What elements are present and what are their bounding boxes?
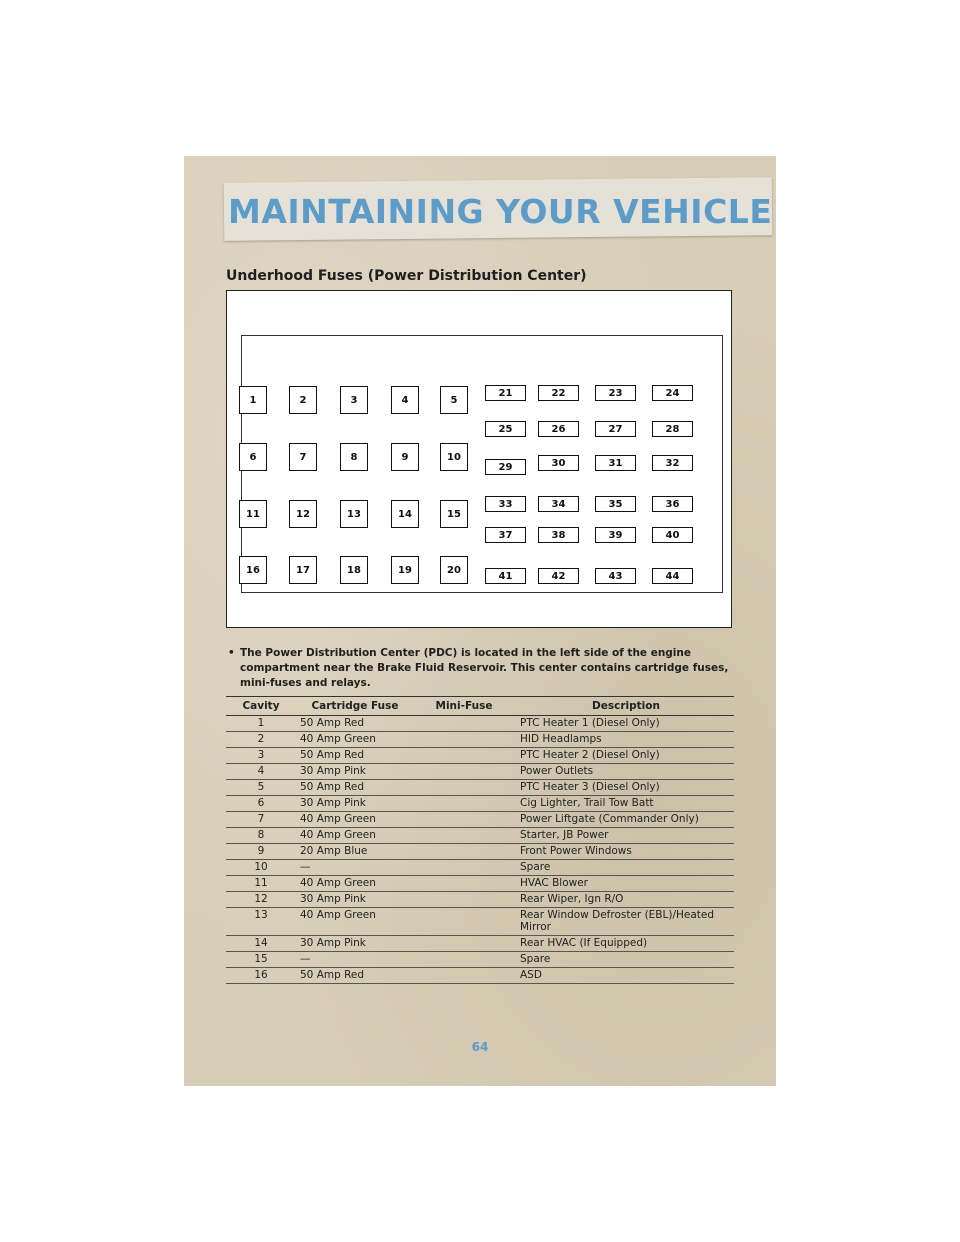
cartridge-fuse-cell: — [296, 952, 412, 968]
fuse-cavity-20: 20 [440, 556, 468, 584]
cartridge-fuse-cell: 50 Amp Red [296, 716, 412, 732]
mini-fuse-cavity-37: 37 [485, 527, 526, 543]
description-cell: PTC Heater 1 (Diesel Only) [516, 716, 734, 732]
mini-fuse-cavity-43: 43 [595, 568, 636, 584]
mini-fuse-cavity-28: 28 [652, 421, 693, 437]
mini-fuse-cavity-32: 32 [652, 455, 693, 471]
cartridge-fuse-cell: 30 Amp Pink [296, 764, 412, 780]
mini-fuse-cell [412, 764, 516, 780]
mini-fuse-cavity-30: 30 [538, 455, 579, 471]
cavity-cell: 7 [226, 812, 296, 828]
mini-fuse-cell [412, 952, 516, 968]
description-cell: Rear Window Defroster (EBL)/Heated Mirror [516, 908, 734, 936]
description-cell: Starter, JB Power [516, 828, 734, 844]
table-row [226, 748, 734, 764]
description-cell: Cig Lighter, Trail Tow Batt [516, 796, 734, 812]
mini-fuse-cell [412, 796, 516, 812]
fuse-cavity-15: 15 [440, 500, 468, 528]
table-row [226, 716, 734, 732]
mini-fuse-cell [412, 968, 516, 984]
description-cell: Front Power Windows [516, 844, 734, 860]
cavity-cell: 8 [226, 828, 296, 844]
mini-fuse-cavity-26: 26 [538, 421, 579, 437]
mini-fuse-cavity-41: 41 [485, 568, 526, 584]
header-description: Description [516, 697, 734, 716]
description-cell: Power Liftgate (Commander Only) [516, 812, 734, 828]
header-mini-fuse: Mini-Fuse [412, 697, 516, 716]
fuse-cavity-11: 11 [239, 500, 267, 528]
fuse-table-body [226, 716, 734, 984]
cartridge-fuse-cell: 30 Amp Pink [296, 892, 412, 908]
cavity-cell: 1 [226, 716, 296, 732]
table-row [226, 732, 734, 748]
cartridge-fuse-cell: 40 Amp Green [296, 876, 412, 892]
fuse-cavity-7: 7 [289, 443, 317, 471]
table-row [226, 876, 734, 892]
page-title: Underhood Fuses (Power Distribution Center) [226, 268, 587, 284]
mini-fuse-cell [412, 860, 516, 876]
cavity-cell: 11 [226, 876, 296, 892]
description-cell: Power Outlets [516, 764, 734, 780]
manual-page [184, 156, 776, 1086]
fuse-cavity-8: 8 [340, 443, 368, 471]
mini-fuse-cavity-42: 42 [538, 568, 579, 584]
fuse-cavity-3: 3 [340, 386, 368, 414]
cartridge-fuse-cell: 30 Amp Pink [296, 936, 412, 952]
cartridge-fuse-cell: 20 Amp Blue [296, 844, 412, 860]
cavity-cell: 4 [226, 764, 296, 780]
fuse-cavity-9: 9 [391, 443, 419, 471]
cartridge-fuse-cell: 40 Amp Green [296, 732, 412, 748]
mini-fuse-cell [412, 828, 516, 844]
fuse-cavity-2: 2 [289, 386, 317, 414]
description-cell: Spare [516, 860, 734, 876]
mini-fuse-cavity-44: 44 [652, 568, 693, 584]
cavity-cell: 3 [226, 748, 296, 764]
cartridge-fuse-cell: 50 Amp Red [296, 780, 412, 796]
cavity-cell: 13 [226, 908, 296, 936]
bullet-dot: • [228, 647, 235, 659]
description-cell: PTC Heater 3 (Diesel Only) [516, 780, 734, 796]
fuse-cavity-16: 16 [239, 556, 267, 584]
mini-fuse-cavity-25: 25 [485, 421, 526, 437]
pdc-location-text: The Power Distribution Center (PDC) is located in the left side of the engine compartment near the Brake Fluid Reservoir. This center contains cartridge fuses, mini-fuses and relays. [240, 647, 729, 689]
cavity-cell: 6 [226, 796, 296, 812]
mini-fuse-cell [412, 876, 516, 892]
cavity-cell: 12 [226, 892, 296, 908]
fuse-cavity-13: 13 [340, 500, 368, 528]
table-row [226, 812, 734, 828]
cavity-cell: 15 [226, 952, 296, 968]
mini-fuse-cell [412, 844, 516, 860]
cartridge-fuse-cell: 50 Amp Red [296, 968, 412, 984]
mini-fuse-cavity-27: 27 [595, 421, 636, 437]
mini-fuse-cell [412, 716, 516, 732]
fuse-cavity-1: 1 [239, 386, 267, 414]
mini-fuse-cavity-24: 24 [652, 385, 693, 401]
description-cell: PTC Heater 2 (Diesel Only) [516, 748, 734, 764]
cartridge-fuse-cell: 30 Amp Pink [296, 796, 412, 812]
table-row [226, 828, 734, 844]
table-row [226, 860, 734, 876]
table-row [226, 844, 734, 860]
fuse-table-header [226, 697, 734, 716]
fuse-cavity-14: 14 [391, 500, 419, 528]
description-cell: HID Headlamps [516, 732, 734, 748]
cartridge-fuse-cell: 50 Amp Red [296, 748, 412, 764]
mini-fuse-cell [412, 812, 516, 828]
section-title: MAINTAINING YOUR VEHICLE [228, 192, 773, 231]
mini-fuse-cell [412, 748, 516, 764]
mini-fuse-cavity-39: 39 [595, 527, 636, 543]
page-number: 64 [471, 1040, 489, 1054]
fuse-diagram [226, 290, 732, 628]
mini-fuse-cell [412, 780, 516, 796]
mini-fuse-cavity-29: 29 [485, 459, 526, 475]
cartridge-fuse-cell: — [296, 860, 412, 876]
cartridge-fuse-cell: 40 Amp Green [296, 828, 412, 844]
cavity-cell: 10 [226, 860, 296, 876]
table-row [226, 780, 734, 796]
mini-fuse-cell [412, 892, 516, 908]
fuse-cavity-5: 5 [440, 386, 468, 414]
pdc-location-note [226, 646, 736, 691]
description-cell: Rear Wiper, Ign R/O [516, 892, 734, 908]
cavity-cell: 9 [226, 844, 296, 860]
cartridge-fuse-cell: 40 Amp Green [296, 812, 412, 828]
mini-fuse-cavity-23: 23 [595, 385, 636, 401]
fuse-cavity-6: 6 [239, 443, 267, 471]
header-cartridge-fuse: Cartridge Fuse [296, 697, 412, 716]
mini-fuse-cavity-21: 21 [485, 385, 526, 401]
table-row [226, 764, 734, 780]
description-cell: ASD [516, 968, 734, 984]
mini-fuse-cavity-33: 33 [485, 496, 526, 512]
header-cavity: Cavity [226, 697, 296, 716]
table-row [226, 952, 734, 968]
mini-fuse-cell [412, 936, 516, 952]
table-row [226, 936, 734, 952]
table-row [226, 968, 734, 984]
cavity-cell: 2 [226, 732, 296, 748]
fuse-table [226, 696, 734, 984]
mini-fuse-cell [412, 908, 516, 936]
mini-fuse-cavity-40: 40 [652, 527, 693, 543]
cavity-cell: 14 [226, 936, 296, 952]
mini-fuse-cavity-22: 22 [538, 385, 579, 401]
description-cell: Spare [516, 952, 734, 968]
mini-fuse-cavity-34: 34 [538, 496, 579, 512]
cavity-cell: 5 [226, 780, 296, 796]
fuse-cavity-17: 17 [289, 556, 317, 584]
fuse-cavity-12: 12 [289, 500, 317, 528]
mini-fuse-cell [412, 732, 516, 748]
cavity-cell: 16 [226, 968, 296, 984]
fuse-cavity-4: 4 [391, 386, 419, 414]
fuse-cavity-10: 10 [440, 443, 468, 471]
fuse-cavity-18: 18 [340, 556, 368, 584]
fuse-cavity-19: 19 [391, 556, 419, 584]
mini-fuse-cavity-38: 38 [538, 527, 579, 543]
description-cell: HVAC Blower [516, 876, 734, 892]
mini-fuse-cavity-36: 36 [652, 496, 693, 512]
description-cell: Rear HVAC (If Equipped) [516, 936, 734, 952]
table-row [226, 908, 734, 936]
mini-fuse-cavity-31: 31 [595, 455, 636, 471]
cartridge-fuse-cell: 40 Amp Green [296, 908, 412, 936]
table-row [226, 892, 734, 908]
mini-fuse-cavity-35: 35 [595, 496, 636, 512]
table-row [226, 796, 734, 812]
